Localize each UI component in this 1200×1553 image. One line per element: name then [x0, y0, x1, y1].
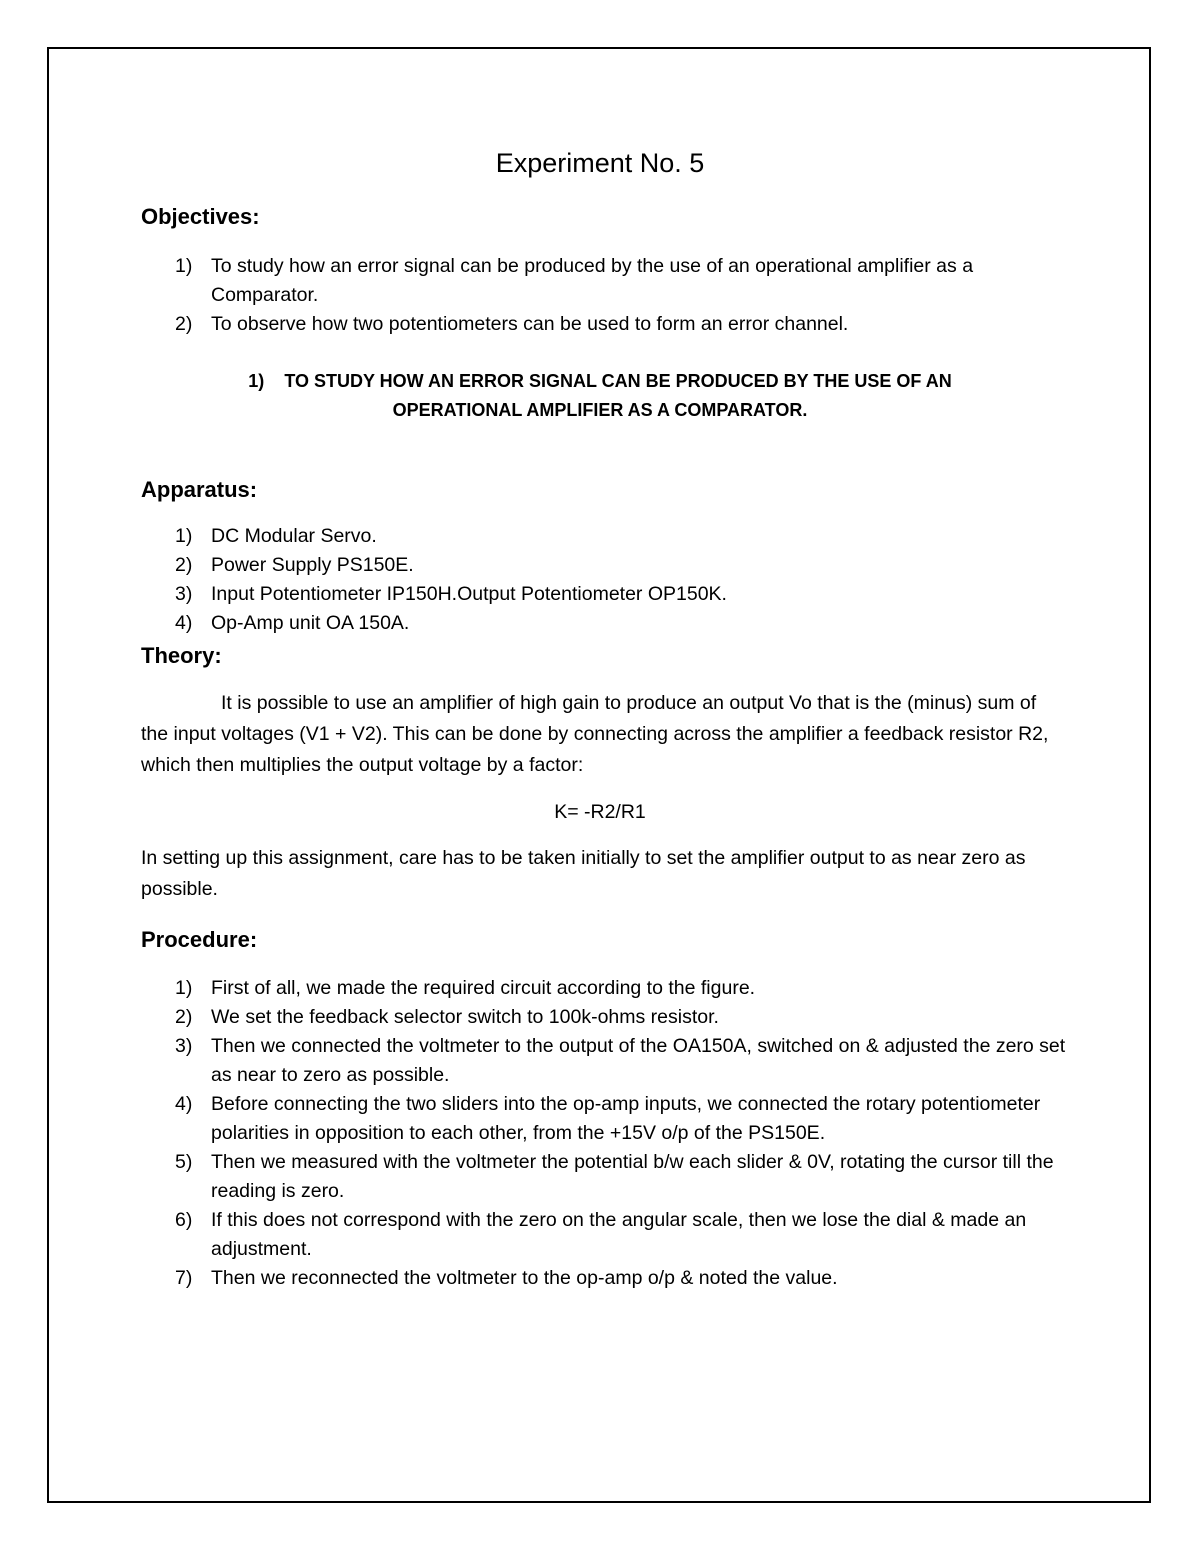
procedure-heading: Procedure:	[141, 927, 258, 952]
list-item-number: 5)	[175, 1151, 193, 1173]
list-item-number: 1)	[175, 525, 193, 547]
list-item-text: If this does not correspond with the zero on the angular scale, then we lose the dial & made an adjustment.	[211, 1209, 1027, 1260]
objectives-heading: Objectives:	[141, 204, 260, 229]
list-item	[141, 974, 1071, 1003]
apparatus-list	[141, 522, 1071, 638]
section-subheading-line2: OPERATIONAL AMPLIFIER AS A COMPARATOR.	[392, 400, 808, 420]
theory-heading: Theory:	[141, 643, 222, 668]
list-item	[141, 580, 1071, 609]
list-item-number: 4)	[175, 1093, 193, 1115]
list-item-number: 2)	[175, 1006, 193, 1028]
page-title: Experiment No. 5	[495, 148, 705, 178]
list-item	[141, 522, 1071, 551]
list-item-text: Op-Amp unit OA 150A.	[211, 612, 410, 634]
section-number: 1)	[248, 371, 265, 391]
list-item-number: 7)	[175, 1267, 193, 1289]
section-subheading-line1	[0, 367, 1200, 396]
list-item-text: To observe how two potentiometers can be used to form an error channel.	[211, 313, 849, 335]
list-item-text: First of all, we made the required circuit according to the figure.	[211, 977, 756, 999]
list-item	[141, 1003, 1071, 1032]
list-item-text: To study how an error signal can be produced by the use of an operational amplifier as a Comparator.	[211, 255, 974, 306]
list-item-text: We set the feedback selector switch to 100k-ohms resistor.	[211, 1006, 719, 1028]
list-item-number: 1)	[175, 977, 193, 999]
list-item	[141, 1148, 1071, 1206]
list-item	[141, 252, 1071, 310]
list-item-text: Then we measured with the voltmeter the potential b/w each slider & 0V, rotating the cursor till the reading is zero.	[211, 1151, 1054, 1202]
list-item-number: 2)	[175, 313, 193, 335]
list-item-number: 3)	[175, 1035, 193, 1057]
list-item-text: Input Potentiometer IP150H.Output Potentiometer OP150K.	[211, 583, 727, 605]
list-item-number: 3)	[175, 583, 193, 605]
apparatus-heading: Apparatus:	[141, 477, 258, 502]
objectives-list	[141, 252, 1071, 339]
theory-paragraph: It is possible to use an amplifier of high gain to produce an output Vo that is the (minus) sum of the input voltages (V1 + V2). This can be done by connecting across the amplifier a feedback resistor R2, which then multiplies the output voltage by a factor:	[141, 692, 1049, 776]
list-item-text: Power Supply PS150E.	[211, 554, 414, 576]
list-item-text: Then we connected the voltmeter to the output of the OA150A, switched on & adjusted the zero set as near to zero as possible.	[211, 1035, 1066, 1086]
list-item-text: DC Modular Servo.	[211, 525, 377, 547]
list-item	[141, 1090, 1071, 1148]
list-item	[141, 551, 1071, 580]
list-item-number: 2)	[175, 554, 193, 576]
list-item-number: 1)	[175, 255, 193, 277]
list-item	[141, 609, 1071, 638]
section-subheading	[0, 367, 1200, 425]
formula: K= -R2/R1	[554, 801, 646, 823]
procedure-list	[141, 974, 1071, 1293]
list-item-text: Then we reconnected the voltmeter to the op-amp o/p & noted the value.	[211, 1267, 838, 1289]
list-item-number: 6)	[175, 1209, 193, 1231]
list-item	[141, 1264, 1071, 1293]
list-item-number: 4)	[175, 612, 193, 634]
theory-paragraph-2: In setting up this assignment, care has to be taken initially to set the amplifier output to as near zero as possible.	[141, 847, 1026, 900]
list-item	[141, 1032, 1071, 1090]
section-subheading-text: TO STUDY HOW AN ERROR SIGNAL CAN BE PRODUCED BY THE USE OF AN	[284, 371, 952, 391]
list-item	[141, 1206, 1071, 1264]
list-item-text: Before connecting the two sliders into the op-amp inputs, we connected the rotary potentiometer polarities in opposition to each other, from the +15V o/p of the PS150E.	[211, 1093, 1041, 1144]
list-item	[141, 310, 1071, 339]
